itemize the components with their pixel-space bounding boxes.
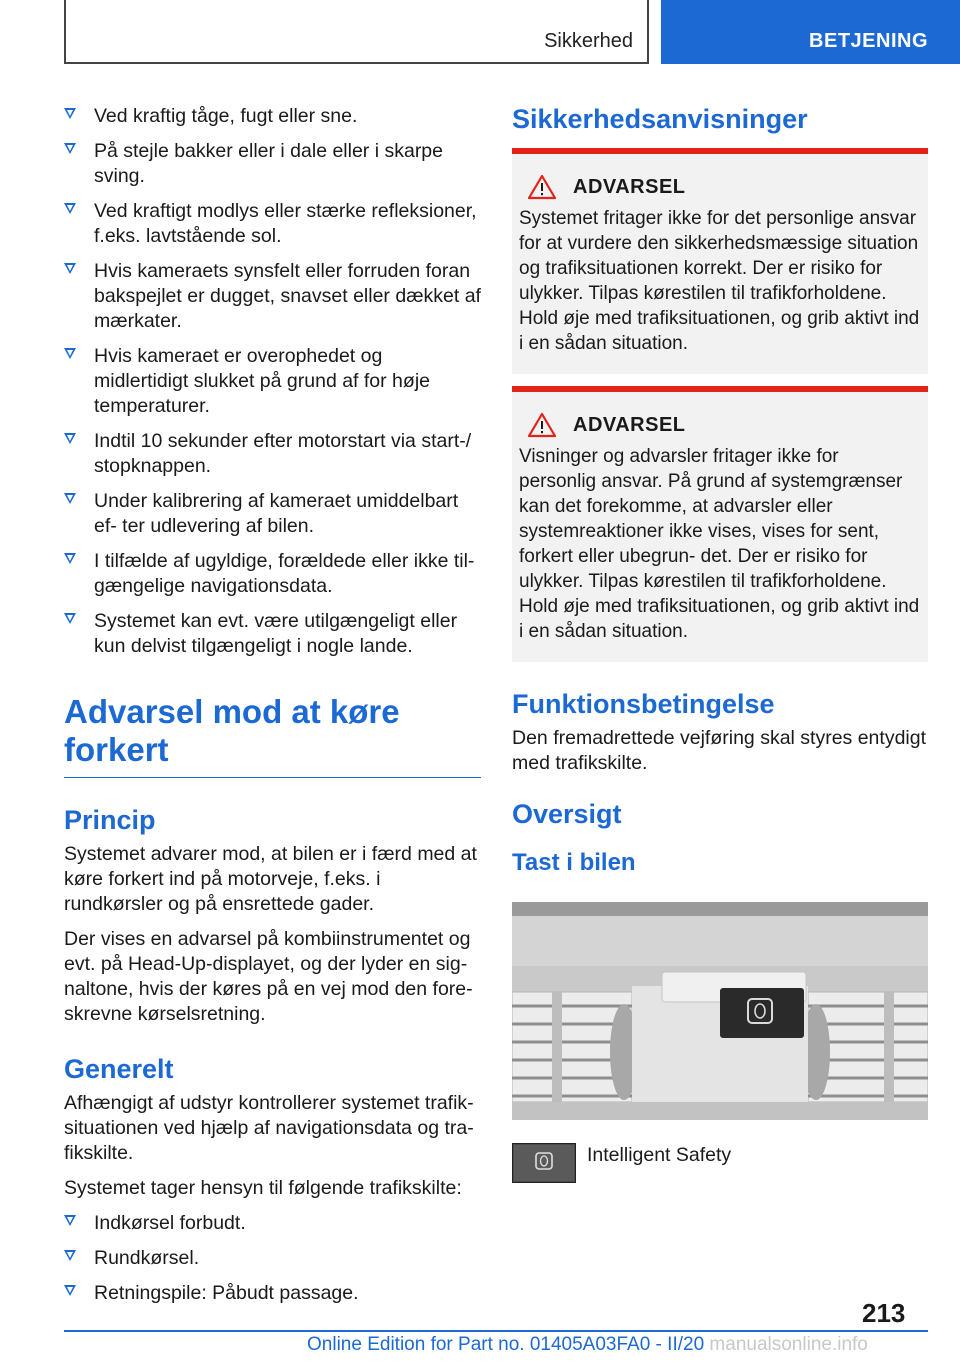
header-section-title: Sikkerhed [544, 30, 633, 52]
warning-text: Systemet fritager ikke for det personlige ansvar for at vurdere den sikkerhedsmæssige situation og trafiksituationen korrekt. Der er risiko for ulykker. Tilpas kørestilen til trafikforholdene. Hold øje med trafiksituationen, og grib aktivt ind i en sådan situation. [519, 208, 920, 354]
bullet-triangle-icon [64, 108, 76, 119]
bullet-triangle-icon [64, 553, 76, 564]
bullet-triangle-icon [64, 143, 76, 154]
safety-heading: Sikkerhedsanvisninger [512, 104, 808, 134]
list-item: Under kalibrering af kameraet umiddelbart ef- ter udlevering af bilen. [64, 489, 481, 539]
button-heading: Tast i bilen [512, 849, 636, 876]
bullet-triangle-icon [64, 433, 76, 444]
right-column [512, 100, 928, 1183]
principle-heading: Princip [64, 805, 156, 835]
dashboard-button-photo [512, 902, 928, 1120]
bullet-triangle-icon [64, 1215, 76, 1226]
bullet-triangle-icon [64, 613, 76, 624]
warning-box-1 [512, 148, 928, 374]
legend-row [512, 1143, 928, 1183]
footer-edition-text: Online Edition for Part no. 01405A03FA0 - II/20 [307, 1334, 705, 1355]
bullet-triangle-icon [64, 203, 76, 214]
chapter-heading: Advarsel mod at køre forkert [64, 693, 481, 778]
list-item: Ved kraftigt modlys eller stærke refleksioner, f.eks. lavtstående sol. [64, 199, 481, 249]
header-section-box [64, 0, 649, 64]
bullet-triangle-icon [64, 1250, 76, 1261]
list-item: I tilfælde af ugyldige, forældede eller ikke til- gængelige navigationsdata. [64, 549, 481, 599]
list-item: Indkørsel forbudt. [64, 1211, 481, 1236]
traffic-signs-list [64, 1211, 481, 1306]
general-heading: Generelt [64, 1054, 174, 1084]
header-chapter-tab [661, 0, 960, 64]
warning-title: ADVARSEL [573, 175, 686, 198]
list-item: Systemet kan evt. være utilgængeligt eller kun delvist tilgængeligt i nogle lande. [64, 609, 481, 659]
overview-heading: Oversigt [512, 799, 622, 829]
warning-title: ADVARSEL [573, 413, 686, 436]
legend-label: Intelligent Safety [587, 1144, 732, 1166]
function-paragraph: Den fremadrettede vejføring skal styres entydigt med trafikskilte. [512, 727, 927, 774]
general-paragraph-1: Afhængigt af udstyr kontrollerer systemet trafik- situationen ved hjælp af navigationsdata og tra- fikskilte. [64, 1092, 474, 1164]
list-item: Retningspile: Påbudt passage. [64, 1281, 481, 1306]
footer-edition [307, 1334, 868, 1356]
general-paragraph-2: Systemet tager hensyn til følgende trafikskilte: [64, 1177, 462, 1199]
footer-divider [64, 1330, 928, 1332]
list-item: På stejle bakker eller i dale eller i skarpe sving. [64, 139, 481, 189]
warning-triangle-icon [527, 174, 557, 200]
list-item: Indtil 10 sekunder efter motorstart via start-/ stopknappen. [64, 429, 481, 479]
bullet-triangle-icon [64, 1285, 76, 1296]
list-item: Ved kraftig tåge, fugt eller sne. [64, 104, 481, 129]
page-number: 213 [862, 1298, 906, 1328]
left-column [64, 104, 481, 1316]
list-item: Hvis kameraet er overophedet og midlertidigt slukket på grund af for høje temperaturer. [64, 344, 481, 419]
principle-paragraph-2: Der vises en advarsel på kombiinstrumentet og evt. på Head-Up-displayet, og der lyder en sig- naltone, hvis der køres på en vej mod den fore- skrevne kørselsretning. [64, 928, 473, 1025]
bullet-triangle-icon [64, 348, 76, 359]
warning-triangle-icon [527, 412, 557, 438]
warning-text: Visninger og advarsler fritager ikke for personlig ansvar. På grund af systemgrænser kan det forekomme, at advarsler eller systemreaktioner ikke vises, vises for sent, forkert eller ubegrun- det. Der er risiko for ulykker. Tilpas kørestilen til trafikforholdene. Hold øje med trafiksituationen, og grib aktivt ind i en sådan situation. [519, 446, 920, 642]
limitations-list [64, 104, 481, 659]
principle-paragraph-1: Systemet advarer mod, at bilen er i færd med at køre forkert ind på motorveje, f.eks. i rundkørsler og på ensrettede gader. [64, 843, 477, 915]
footer-watermark: manualsonline.info [709, 1334, 868, 1355]
list-item: Hvis kameraets synsfelt eller forruden foran bakspejlet er dugget, snavset eller dækket af mærkater. [64, 259, 481, 334]
function-heading: Funktionsbetingelse [512, 689, 775, 719]
bullet-triangle-icon [64, 493, 76, 504]
intelligent-safety-button-icon [512, 1143, 576, 1183]
list-item: Rundkørsel. [64, 1246, 481, 1271]
warning-box-2 [512, 386, 928, 662]
header-chapter-title: BETJENING [809, 30, 928, 52]
bullet-triangle-icon [64, 263, 76, 274]
